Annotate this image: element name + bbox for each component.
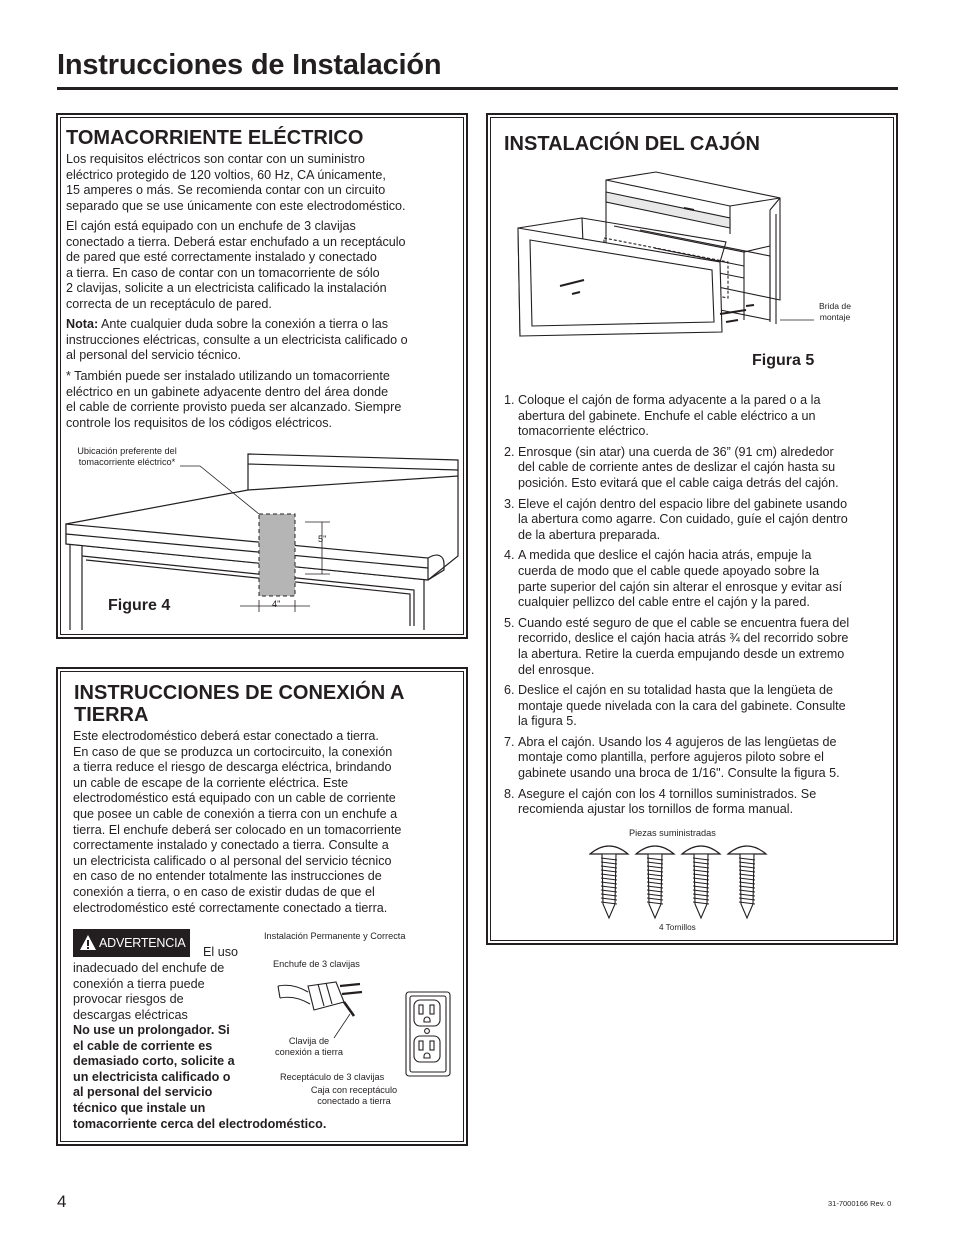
outlet-paragraph-4: * También puede ser instalado utilizando un tomacorriente eléctrico en un gabinete adyacente dentro del área donde el cable de corriente provisto pueda ser alcanzado. Siempre controle los requisitos de los códigos eléctricos. <box>66 369 402 430</box>
drawer-section-title: INSTALACIÓN DEL CAJÓN <box>504 133 760 155</box>
page-title: Instrucciones de Instalación <box>57 49 442 81</box>
title-rule <box>57 87 898 90</box>
step-number: 4. <box>504 548 515 563</box>
dimension-height-label: 5" <box>318 534 327 544</box>
outlet-note: Nota: Ante cualquier duda sobre la conexión a tierra o las instrucciones eléctricas, consulte a un electricista calificado o al personal del servicio técnico. <box>66 317 408 363</box>
note-label: Nota: <box>66 317 99 331</box>
step-number: 3. <box>504 496 515 511</box>
ground-pin-label: Clavija de conexión a tierra <box>275 1036 343 1057</box>
step-item: 2. Enrosque (sin atar) una cuerda de 36” (91 cm) alrededor del cable de corriente antes de deslizar el cajón hasta su posición. Esto evitará que el cable caiga detrás del cajón. <box>504 444 839 490</box>
warning-triangle-icon <box>79 934 97 951</box>
screws-caption: 4 Tornillos <box>659 923 696 932</box>
screw-icon <box>636 846 674 918</box>
screws-drawing <box>589 840 775 920</box>
ground-section-title: INSTRUCCIONES DE CONEXIÓN A TIERRA <box>74 682 405 726</box>
warning-text: inadecuado del enchufe de conexión a tierra puede provocar riesgos de descargas eléctricas <box>73 961 225 1022</box>
screw-icon <box>590 846 628 918</box>
screw-icon <box>682 846 720 918</box>
step-item: 3. Eleve el cajón dentro del espacio libre del gabinete usando la abertura como agarre. Con cuidado, guíe el cajón dentro de la abertura preparada. <box>504 496 848 542</box>
step-item: 4. A medida que deslice el cajón hacia atrás, empuje la cuerda de modo que el cable quede apoyado sobre la parte superior del cajón sin alterar el enrosque y evitar así cualquier pellizco del cable entre el cajón y la pared. <box>504 548 843 610</box>
installation-steps-list <box>504 393 876 823</box>
warning-badge: ADVERTENCIA <box>73 929 190 957</box>
warning-bold-text: No use un prolongador. Si el cable de corriente es demasiado corto, solicite a un electricista calificado o al personal del servicio técnico que instale un tomacorriente cerca del electrodoméstico. <box>73 1023 327 1131</box>
plug-figure-title: Instalación Permanente y Correcta <box>264 931 406 941</box>
outlet-paragraph-2: El cajón está equipado con un enchufe de 3 clavijas conectado a tierra. Deberá estar enchufado a un receptáculo de pared que esté correctamente instalado y conectado a tierra. En caso de contar con un tomacorriente de sólo 2 clavijas, solicite a un electricista calificado la instalación correcta de un receptáculo de pared. <box>66 219 406 311</box>
warning-text-first-line: El uso <box>203 945 239 959</box>
outlet-section-title: TOMACORRIENTE ELÉCTRICO <box>66 127 364 149</box>
receptacle-box-label: Caja con receptáculo conectado a tierra <box>310 1085 398 1106</box>
outlet-location-callout: Ubicación preferente del tomacorriente eléctrico* <box>77 446 177 467</box>
step-number: 6. <box>504 683 515 698</box>
dimension-width-label: 4" <box>272 599 281 609</box>
step-number: 8. <box>504 786 515 801</box>
step-item: 7. Abra el cajón. Usando los 4 agujeros de las lengüetas de montaje como plantilla, perfore agujeros piloto sobre el gabinete usando una broca de 1/16". Consulte la figura 5. <box>504 734 840 781</box>
step-number: 1. <box>504 393 515 407</box>
screw-icon <box>728 846 766 918</box>
step-item: 5. Cuando esté seguro de que el cable se encuentra fuera del recorrido, deslice el cajón hacia atrás ¾ del recorrido sobre la abertura. Retire la cuerda empujando desde un extremo del enrosque. <box>504 615 850 677</box>
plug-and-receptacle-drawing <box>274 972 456 1080</box>
step-item: 8. Asegure el cajón con los 4 tornillos suministrados. Se recomienda ajustar los tornillos de forma manual. <box>504 786 817 817</box>
figure-4-label: Figure 4 <box>108 597 171 614</box>
figure-5-label: Figura 5 <box>752 352 815 369</box>
document-id: 31-7000166 Rev. 0 <box>828 1199 892 1208</box>
step-item: 1. Coloque el cajón de forma adyacente a la pared o a la abertura del gabinete. Enchufe el cable eléctrico a un tomacorriente eléctrico. <box>504 393 821 439</box>
page-number: 4 <box>57 1192 67 1211</box>
step-number: 5. <box>504 615 515 630</box>
supplied-parts-title: Piezas suministradas <box>629 828 716 838</box>
mounting-flange-label: Brida de montaje <box>818 301 851 322</box>
plug-label: Enchufe de 3 clavijas <box>273 959 360 969</box>
step-number: 7. <box>504 734 515 749</box>
receptacle-label: Receptáculo de 3 clavijas <box>280 1072 385 1082</box>
step-number: 2. <box>504 444 515 459</box>
ground-body: Este electrodoméstico deberá estar conectado a tierra. En caso de que se produzca un cortocircuito, la conexión a tierra reduce el riesgo de descarga eléctrica, brindando un cable de escape de la corriente eléctrica. Este electrodoméstico está equipado con un cable de corriente que posee un cable de conexión a tierra con un enchufe a tierra. El enchufe deberá ser colocado en un tomacorriente correctamente instalado y conectado a tierra. Consulte a un electricista calificado o al personal del servicio técnico en caso de no entender totalmente las instrucciones de conexión a tierra, o en caso de existir dudas de que el electrodoméstico esté correctamente conectado a tierra. <box>73 729 402 915</box>
outlet-paragraph-1: Los requisitos eléctricos son contar con un suministro eléctrico protegido de 120 voltios, 60 Hz, CA únicamente, 15 amperes o más. Se recomienda contar con un circuito separado que se use únicamente con este electrodoméstico. <box>66 152 406 213</box>
step-item: 6. Deslice el cajón en su totalidad hasta que la lengüeta de montaje quede nivelada con la cara del gabinete. Consulte la figura 5. <box>504 683 846 729</box>
